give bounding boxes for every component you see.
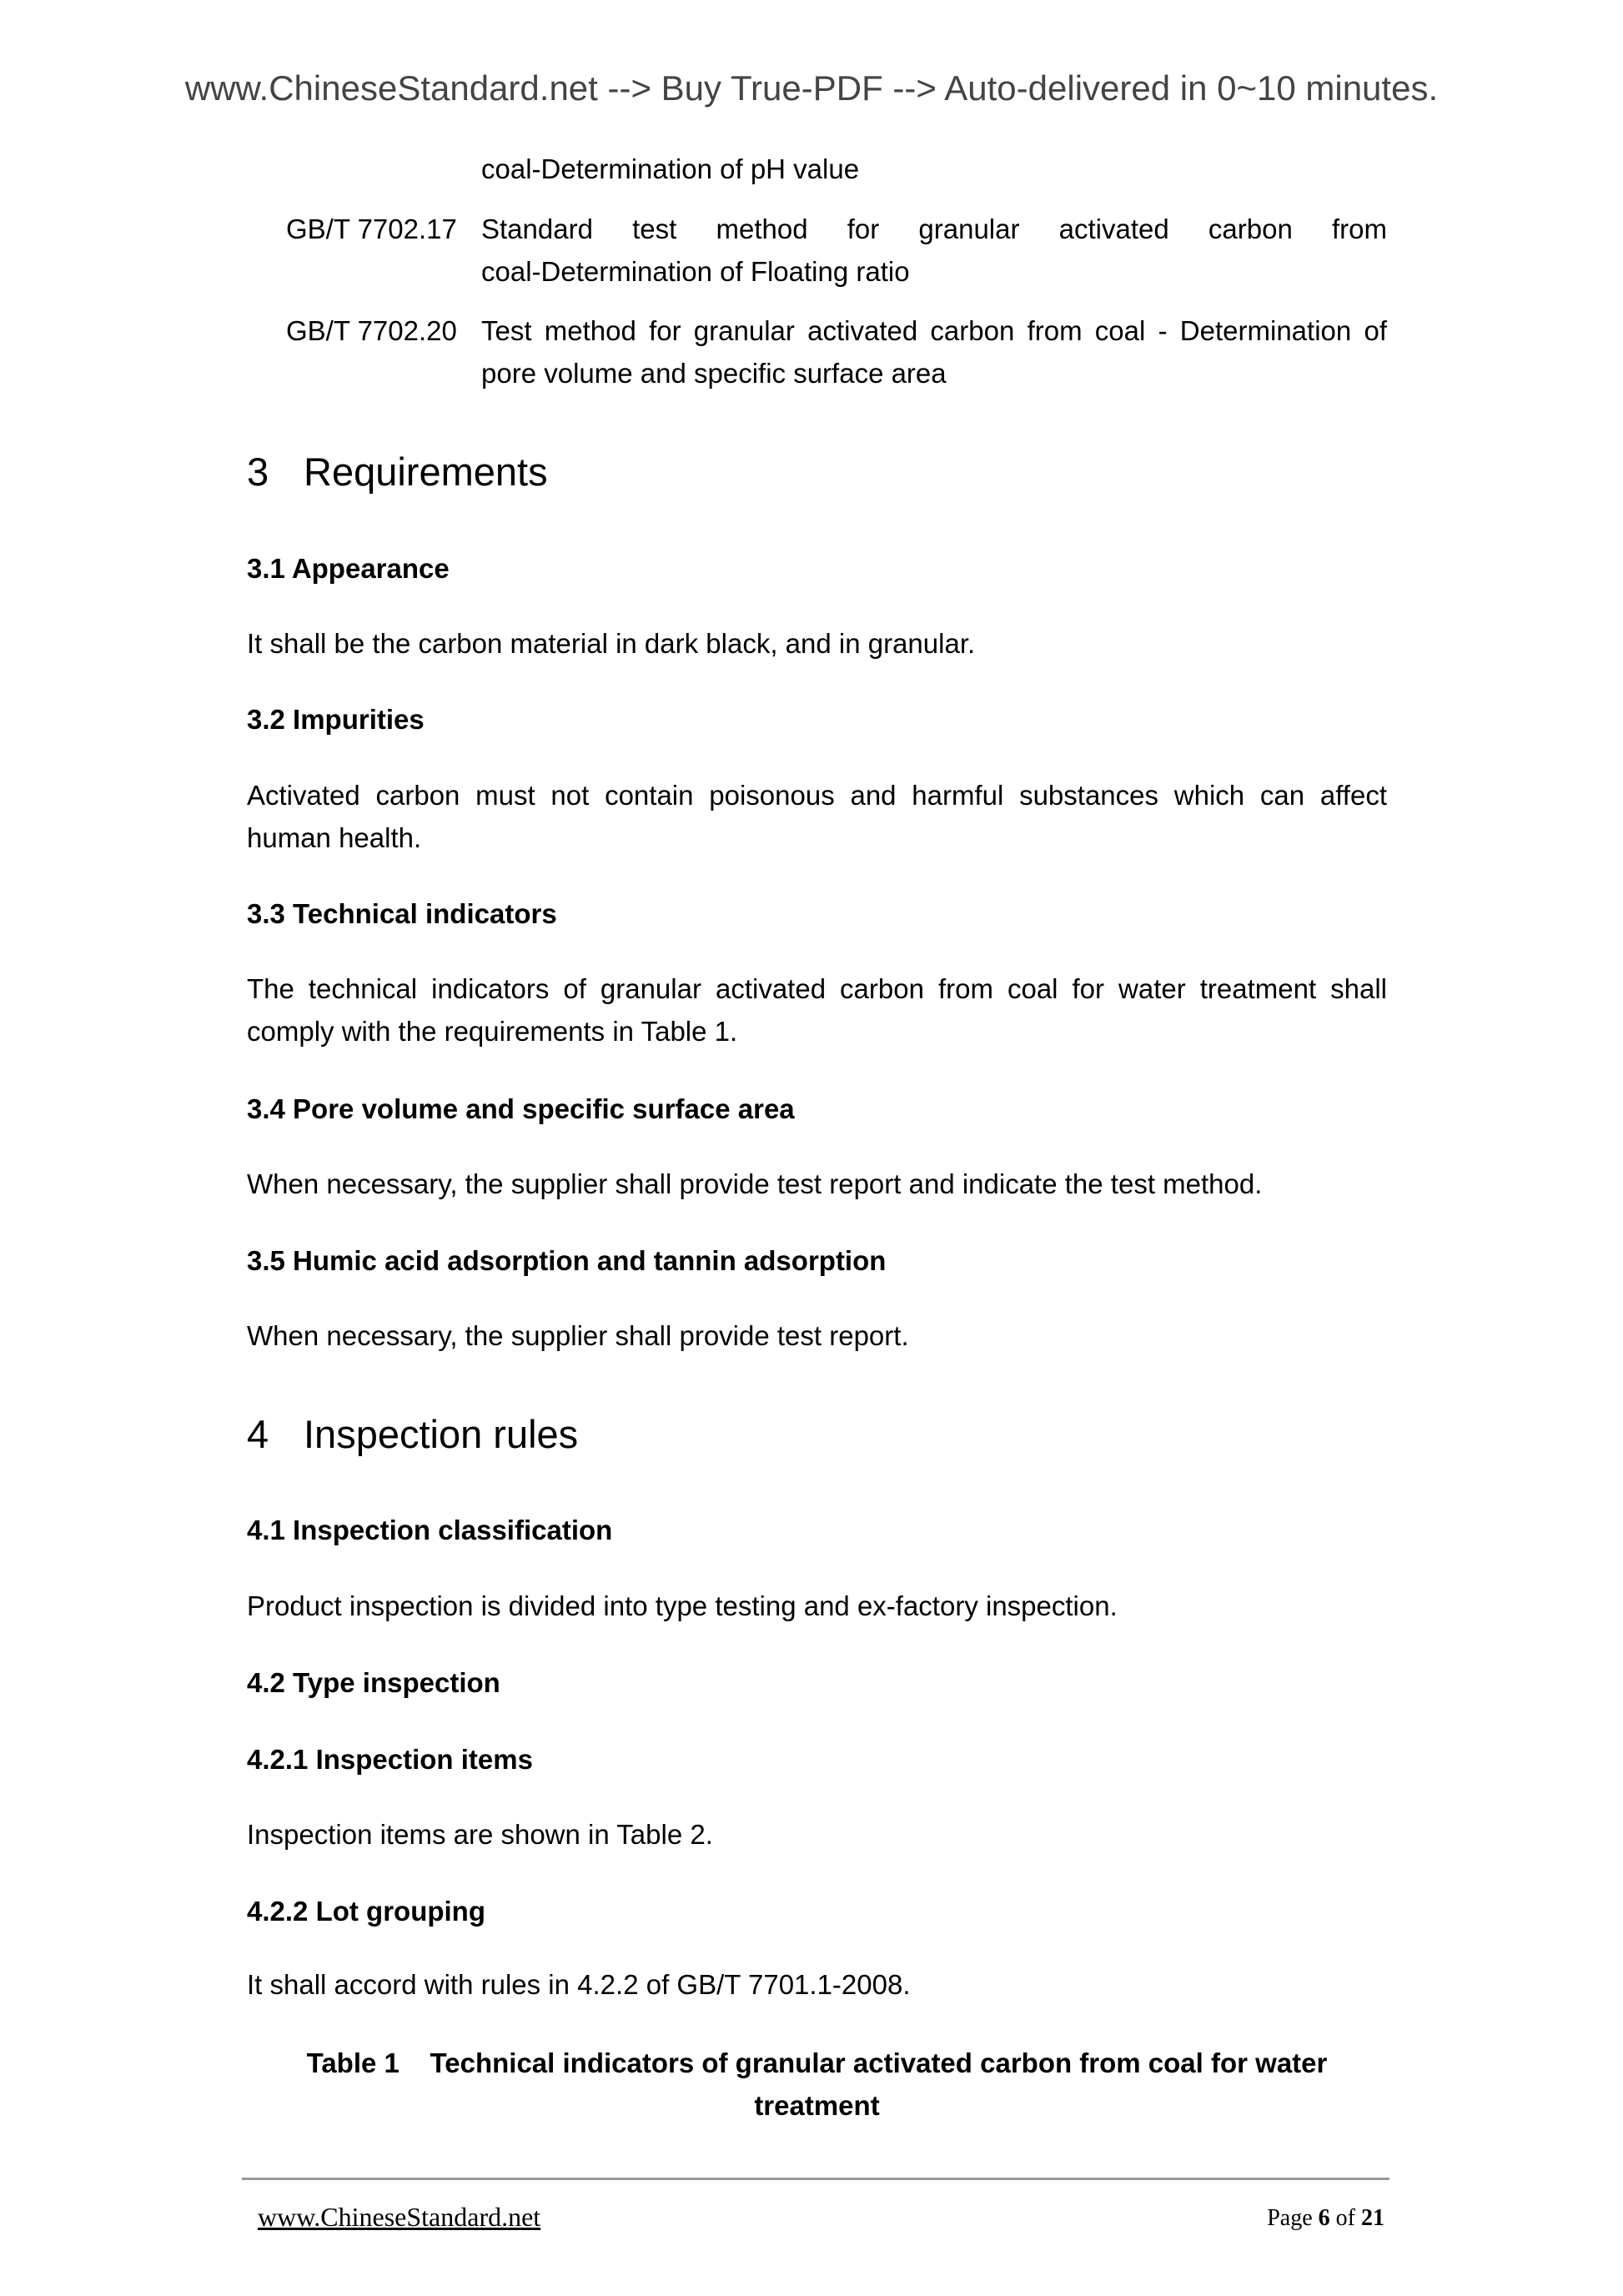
- footer-site-link[interactable]: www.ChineseStandard.net: [258, 2202, 541, 2232]
- subsection-heading: 4.1 Inspection classification: [247, 1515, 613, 1545]
- ref-desc-line: Standard test method for granular activated carbon from: [481, 214, 1387, 244]
- subsection-heading: 3.2 Impurities: [247, 704, 425, 735]
- ref-desc: [481, 208, 1387, 293]
- subsection-heading: 4.2.2 Lot grouping: [247, 1896, 485, 1927]
- ref-desc-line: Test method for granular activated carbon from coal - Determination of: [481, 315, 1387, 346]
- paragraph: It shall accord with rules in 4.2.2 of GB/T 7701.1-2008.: [247, 1969, 911, 2000]
- total-pages: 21: [1361, 2205, 1384, 2231]
- section-heading-4: [247, 1409, 578, 1459]
- section-title: Requirements: [304, 450, 548, 494]
- subsection-heading: 3.3 Technical indicators: [247, 898, 557, 929]
- ref-desc: [481, 309, 1387, 394]
- subsection-heading: 3.5 Humic acid adsorption and tannin adsorption: [247, 1245, 887, 1276]
- subsection-heading: 4.2 Type inspection: [247, 1667, 500, 1698]
- paragraph: When necessary, the supplier shall provide test report.: [247, 1320, 909, 1351]
- ref-code: GB/T 7702.17: [286, 214, 457, 244]
- paragraph: Inspection items are shown in Table 2.: [247, 1819, 713, 1850]
- section-heading-3: [247, 447, 548, 497]
- ref-item: [286, 309, 1387, 394]
- ref-item: [286, 208, 1387, 293]
- header-banner[interactable]: www.ChineseStandard.net --> Buy True-PDF --> Auto-delivered in 0~10 minutes.: [184, 68, 1439, 108]
- ref-code: GB/T 7702.20: [286, 315, 457, 346]
- page-number: [1267, 2205, 1384, 2232]
- paragraph: The technical indicators of granular activated carbon from coal for water treatment shall comply with the requirements in Table 1.: [247, 973, 1387, 1047]
- section-title: Inspection rules: [304, 1412, 579, 1456]
- section-number: 4: [247, 1412, 269, 1456]
- of-label: of: [1335, 2205, 1355, 2231]
- page-label: Page: [1267, 2205, 1313, 2231]
- current-page: 6: [1318, 2205, 1330, 2231]
- subsection-heading: 4.2.1 Inspection items: [247, 1744, 533, 1775]
- paragraph: Activated carbon must not contain poisonous and harmful substances which can affect human health.: [247, 780, 1387, 853]
- paragraph: It shall be the carbon material in dark black, and in granular.: [247, 628, 976, 659]
- subsection-heading: 3.1 Appearance: [247, 553, 450, 584]
- ref-desc-line: pore volume and specific surface area: [481, 358, 947, 389]
- subsection-heading: 3.4 Pore volume and specific surface area: [247, 1093, 795, 1124]
- ref-desc-line: coal-Determination of Floating ratio: [481, 256, 910, 287]
- paragraph: When necessary, the supplier shall provide test report and indicate the test method.: [247, 1168, 1263, 1199]
- ref-continuation: coal-Determination of pH value: [481, 153, 860, 184]
- section-number: 3: [247, 450, 269, 494]
- table-caption: Table 1 Technical indicators of granular activated carbon from coal for water treatment: [306, 2047, 1335, 2121]
- paragraph: Product inspection is divided into type testing and ex-factory inspection.: [247, 1590, 1118, 1621]
- footer-divider: [242, 2178, 1389, 2180]
